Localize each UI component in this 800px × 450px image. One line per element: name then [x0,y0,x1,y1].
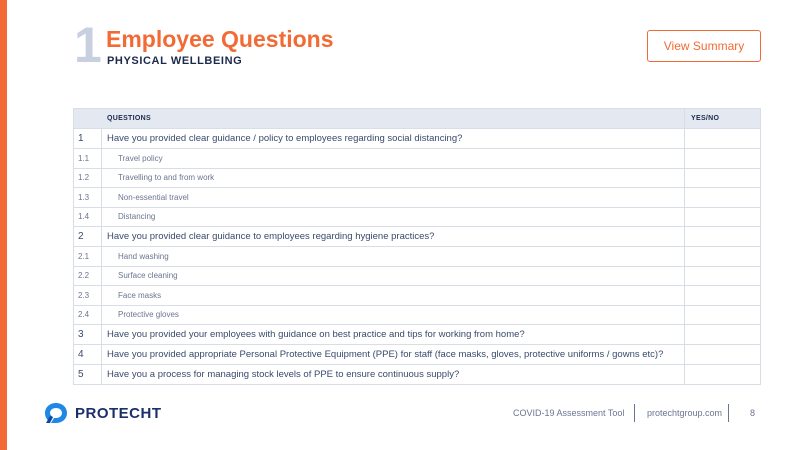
table-header-row [74,109,761,129]
sub-question-row [74,286,761,306]
yes-no-answer-cell[interactable] [685,325,761,345]
sub-question-row [74,207,761,227]
yes-no-answer-cell[interactable] [685,365,761,385]
brand-name: PROTECHT [75,404,162,422]
question-row [74,345,761,365]
view-summary-button[interactable]: View Summary [647,30,761,62]
question-text: Have you provided your employees with guidance on best practice and tips for working from home? [102,325,685,345]
question-text: Hand washing [102,247,685,267]
yes-no-answer-cell[interactable] [685,286,761,306]
accent-side-bar [0,0,7,450]
questions-table-body [74,129,761,385]
footer-tool-name: COVID-19 Assessment Tool [513,408,625,418]
question-number: 2.4 [74,305,102,325]
question-number: 1.1 [74,149,102,169]
protecht-logo [44,402,162,424]
question-number: 4 [74,345,102,365]
question-text: Have you provided appropriate Personal Protective Equipment (PPE) for staff (face masks, gloves, protective uniforms / gowns etc)? [102,345,685,365]
yes-no-answer-cell[interactable] [685,305,761,325]
question-text: Have you a process for managing stock levels of PPE to ensure continuous supply? [102,365,685,385]
question-text: Have you provided clear guidance to employees regarding hygiene practices? [102,227,685,247]
question-text: Distancing [102,207,685,227]
sub-question-row [74,305,761,325]
yes-no-answer-cell[interactable] [685,227,761,247]
question-number: 1 [74,129,102,149]
yes-no-answer-cell[interactable] [685,149,761,169]
question-number: 2 [74,227,102,247]
question-number: 2.3 [74,286,102,306]
question-number: 2.1 [74,247,102,267]
question-text: Face masks [102,286,685,306]
page-title: Employee Questions [106,26,334,52]
sub-question-row [74,247,761,267]
yes-no-answer-cell[interactable] [685,345,761,365]
question-text: Travel policy [102,149,685,169]
protecht-logo-icon [44,402,68,424]
question-number: 1.2 [74,168,102,188]
question-number: 3 [74,325,102,345]
question-row [74,365,761,385]
page-subtitle: PHYSICAL WELLBEING [107,55,243,67]
footer-website: protechtgroup.com [647,408,723,418]
page-number: 8 [750,408,756,418]
yes-no-answer-cell[interactable] [685,207,761,227]
questions-table [73,108,761,385]
question-row [74,129,761,149]
yes-no-answer-cell[interactable] [685,188,761,208]
footer-divider [634,404,635,422]
questions-column-header: QUESTIONS [74,109,685,129]
question-text: Have you provided clear guidance / policy to employees regarding social distancing? [102,129,685,149]
sub-question-row [74,149,761,169]
question-text: Surface cleaning [102,266,685,286]
question-text: Travelling to and from work [102,168,685,188]
question-text: Protective gloves [102,305,685,325]
yes-no-answer-cell[interactable] [685,247,761,267]
yes-no-answer-cell[interactable] [685,129,761,149]
question-number: 5 [74,365,102,385]
question-number: 1.3 [74,188,102,208]
section-number: 1 [74,17,102,73]
yes-no-answer-cell[interactable] [685,168,761,188]
sub-question-row [74,168,761,188]
footer-divider [728,404,729,422]
question-number: 2.2 [74,266,102,286]
sub-question-row [74,266,761,286]
question-row [74,325,761,345]
question-text: Non-essential travel [102,188,685,208]
question-row [74,227,761,247]
yes-no-column-header: YES/NO [685,109,761,129]
sub-question-row [74,188,761,208]
question-number: 1.4 [74,207,102,227]
yes-no-answer-cell[interactable] [685,266,761,286]
